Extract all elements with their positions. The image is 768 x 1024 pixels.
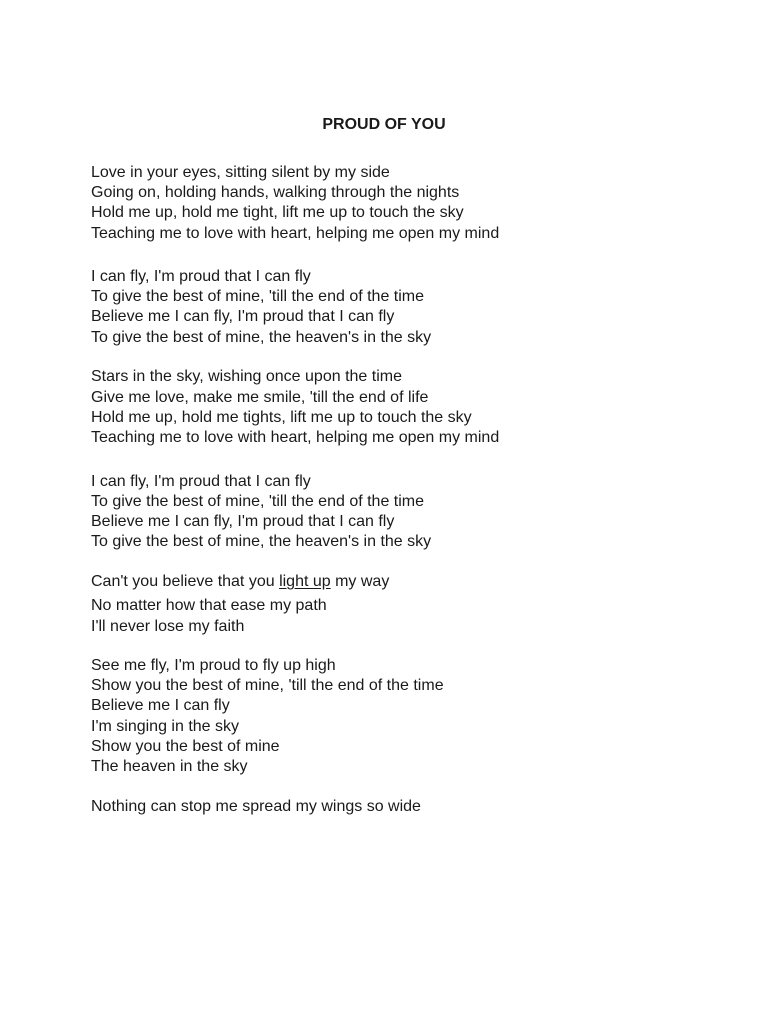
bridge-line-3: I'll never lose my faith	[91, 618, 245, 635]
chorus1-line-1: I can fly, I'm proud that I can fly	[91, 268, 311, 285]
chorus1-line-3: Believe me I can fly, I'm proud that I can fly	[91, 308, 395, 325]
chorus2-line-3: Believe me I can fly, I'm proud that I can fly	[91, 513, 395, 530]
outro-line: Nothing can stop me spread my wings so wide	[91, 798, 421, 815]
verse2-line-3: Hold me up, hold me tights, lift me up to touch the sky	[91, 409, 472, 426]
bridge-line-1	[91, 572, 389, 592]
chorus2-line-4: To give the best of mine, the heaven's in the sky	[91, 533, 432, 550]
verse2-line-2: Give me love, make me smile, 'till the end of life	[91, 389, 429, 406]
verse3-line-3: Believe me I can fly	[91, 697, 230, 714]
chorus2-line-1: I can fly, I'm proud that I can fly	[91, 473, 311, 490]
verse1-line-1: Love in your eyes, sitting silent by my side	[91, 164, 390, 181]
bridge-line-1-end: my way	[330, 573, 390, 590]
verse1-line-3: Hold me up, hold me tight, lift me up to touch the sky	[91, 204, 464, 221]
verse2-line-4: Teaching me to love with heart, helping me open my mind	[91, 429, 500, 446]
verse1-line-4: Teaching me to love with heart, helping me open my mind	[91, 225, 500, 242]
verse3-line-2: Show you the best of mine, 'till the end of the time	[91, 677, 444, 694]
verse2-line-1: Stars in the sky, wishing once upon the time	[91, 368, 402, 385]
bridge-line-2: No matter how that ease my path	[91, 597, 327, 614]
verse3-line-6: The heaven in the sky	[91, 758, 248, 775]
verse3-line-4: I'm singing in the sky	[91, 718, 240, 735]
chorus1-line-4: To give the best of mine, the heaven's in the sky	[91, 329, 432, 346]
bridge-line-1-start: Can't you believe that you	[91, 573, 280, 590]
underlined-phrase: light up	[279, 573, 331, 590]
chorus2-line-2: To give the best of mine, 'till the end of the time	[91, 493, 425, 510]
song-title: PROUD OF YOU	[322, 116, 446, 133]
verse1-line-2: Going on, holding hands, walking through the nights	[91, 184, 460, 201]
verse3-line-5: Show you the best of mine	[91, 738, 280, 755]
chorus1-line-2: To give the best of mine, 'till the end of the time	[91, 288, 425, 305]
verse3-line-1: See me fly, I'm proud to fly up high	[91, 657, 336, 674]
